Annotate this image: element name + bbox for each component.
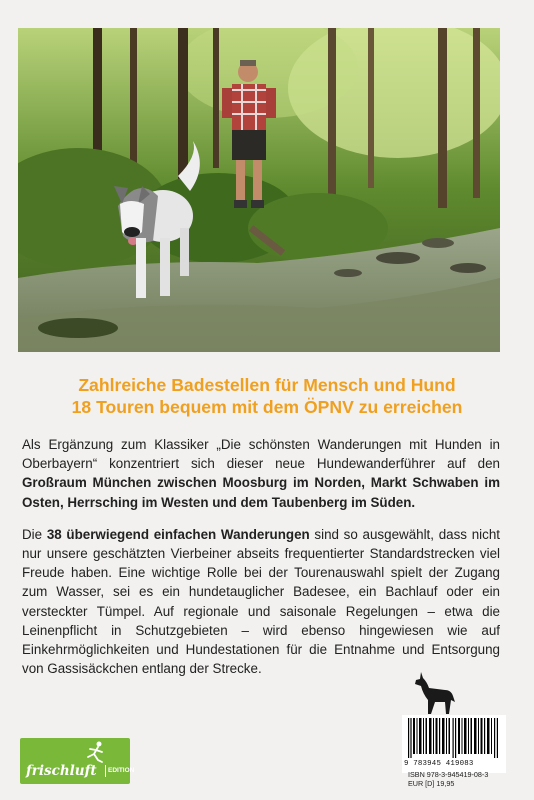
price: EUR [D] 19,95 [408,779,455,788]
runner-icon [84,740,106,764]
logo-divider [105,765,106,777]
isbn-number: ISBN 978-3-945419-08-3 [408,770,489,779]
headlines [0,374,534,418]
region-highlight: Großraum München zwischen Moosburg im Norden, Markt Schwaben im Osten, Herrsching im Westen und dem Taubenberg im Süden. [22,475,500,510]
headline-2: 18 Touren bequem mit dem ÖPNV zu erreichen [71,397,463,417]
barcode [402,715,506,773]
paragraph-1: Als Ergänzung zum Klassiker „Die schönsten Wanderungen mit Hunden in Oberbayern“ konzentriert sich dieser neue Hundewanderführer auf den Großraum München zwischen Moosburg im Norden, Markt Schwaben im Osten, Herrsching im Westen und dem Taubenberg im Süden. [22,437,500,510]
hike-count-highlight: 38 überwiegend einfachen Wanderungen [46,526,310,542]
barcode-bars [408,718,500,758]
body-text [22,435,500,678]
forest-stream-dog-hiker-illustration [18,28,500,352]
headline-1: Zahlreiche Badestellen für Mensch und Hund [78,375,456,395]
isbn-block [408,770,488,788]
dog-silhouette-icon [413,670,457,716]
logo-edition: EDITION [108,767,135,774]
paragraph-2: Die 38 überwiegend einfachen Wanderungen sind so ausgewählt, dass nicht nur unsere geschätzten Vierbeiner abseits frequentierter Standardstrecken viel Freude haben. Eine wichtige Rolle bei der Tourenauswahl spielt der Zugang zum Wasser, sei es ein hundetauglicher Badesee, ein Bachlauf oder ein versteckter Tümpel. Auf regionale und saisonale Regelungen – etwa die Leinenpflicht in Schutzgebieten – wird ebenso hingewiesen wie auf Einkehrmöglichkeiten und Hundestationen für die Entnahme und Entsorgung von Gassisäckchen entlang der Strecke. [22,526,500,677]
cover-photo [18,28,500,352]
publisher-logo [20,738,135,784]
logo-name: frischluft [26,763,97,779]
barcode-digits: 9 783945 419083 [404,760,474,768]
